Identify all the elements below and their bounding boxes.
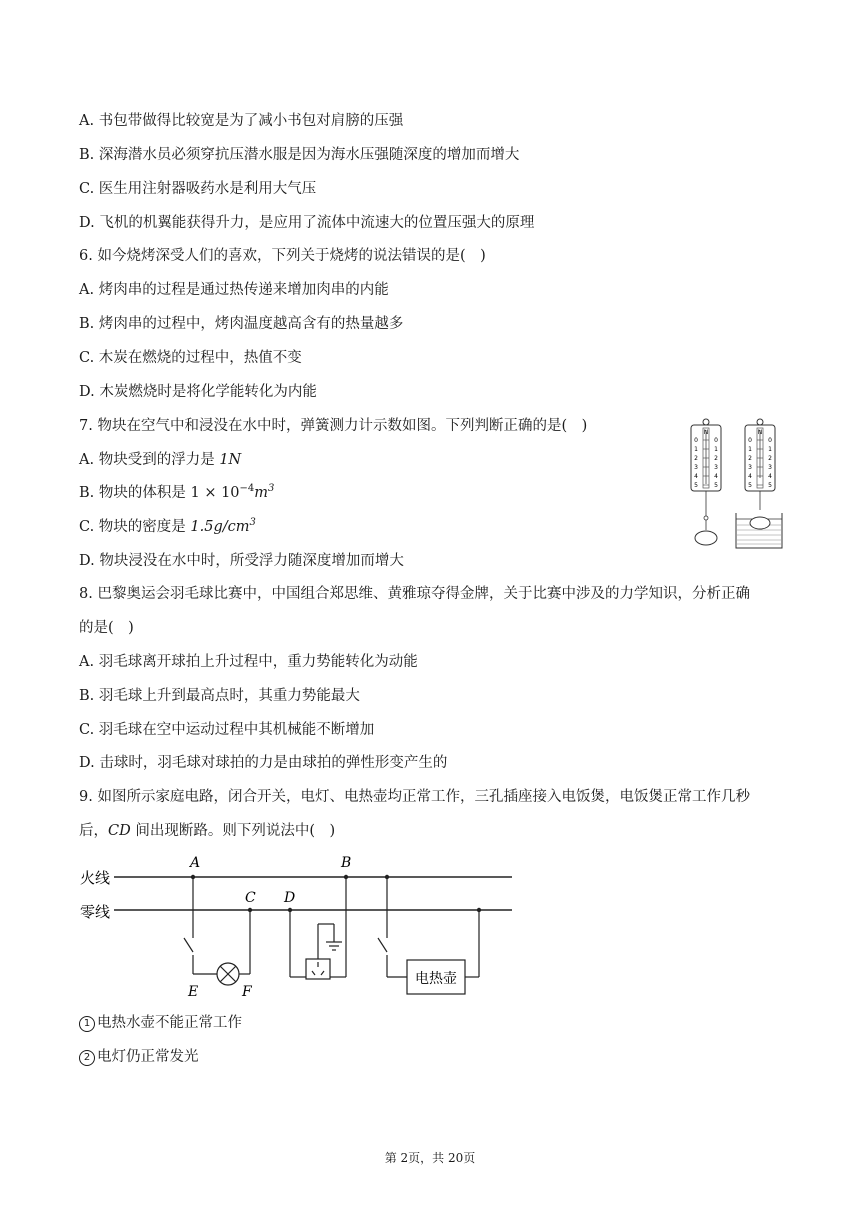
left-spring-scale [691,419,721,545]
circled-number-1: 1 [79,1016,95,1032]
right-scale-unit: N [757,429,763,436]
q7-option-b [79,483,274,505]
q7-b-exp: −4 [239,483,255,494]
q6-option-c: C. 木炭在燃烧的过程中，热值不变 [79,350,302,366]
q8-option-a: A. 羽毛球离开球拍上升过程中，重力势能转化为动能 [79,654,418,670]
household-circuit-diagram [76,852,516,1002]
scale-tick-label: 1 [768,446,772,453]
q8-option-b: B. 羽毛球上升到最高点时，其重力势能最大 [79,688,360,704]
q7-option-d: D. 物块浸没在水中时，所受浮力随深度增加而增大 [79,553,404,569]
q7-option-c [79,517,256,539]
q9-statement-2-text: 电灯仍正常发光 [97,1049,199,1065]
q7-c-exp: 3 [249,517,256,528]
scale-tick-label: 1 [694,446,698,453]
scale-tick-label: 0 [748,437,752,444]
lamp-switch [184,938,193,952]
q6-option-d: D. 木炭燃烧时是将化学能转化为内能 [79,384,317,400]
label-a: A [190,855,201,871]
q8-stem-line2: 的是( ) [79,620,134,636]
scale-tick-label: 3 [694,464,698,471]
neutral-wire-label: 零线 [80,903,111,921]
kettle-switch [378,938,387,952]
q7-a-text: A. 物块受到的浮力是 [79,452,220,468]
scale-tick-label: 3 [748,464,752,471]
q6-option-a: A. 烤肉串的过程是通过热传递来增加肉串的内能 [79,282,389,298]
label-d: D [284,890,296,906]
scale-tick-label: 5 [748,482,752,489]
q9-statement-1-text: 电热水壶不能正常工作 [97,1015,242,1031]
lamp-icon [217,963,239,985]
q5-option-a: A. 书包带做得比较宽是为了减小书包对肩膀的压强 [79,113,404,129]
q7-option-a [79,450,241,470]
circled-number-2: 2 [79,1050,95,1066]
q8-option-c: C. 羽毛球在空中运动过程中其机械能不断增加 [79,722,375,738]
block-in-water [750,517,770,529]
block-in-air [695,531,717,545]
q9-stem-line1: 9. 如图所示家庭电路，闭合开关，电灯、电热壶均正常工作，三孔插座接入电饭煲，电饭煲正常工作几秒 [79,789,750,805]
scale-tick-label: 5 [694,482,698,489]
scale-tick-label: 3 [768,464,772,471]
q9-stem-math: CD [108,823,131,839]
q7-a-math: 1N [219,452,242,468]
q7-b-math: 1 × 10 [190,485,240,501]
spring-scale-figure [684,418,784,552]
left-scale-unit: N [703,429,709,436]
label-b: B [341,855,352,871]
q8-option-d: D. 击球时，羽毛球对球拍的力是由球拍的弹性形变产生的 [79,755,448,771]
right-spring-scale [736,419,782,548]
q9-statement-2 [79,1047,199,1067]
q6-stem: 6. 如今烧烤深受人们的喜欢，下列关于烧烤的说法错误的是( ) [79,248,486,264]
scale-tick-label: 4 [714,473,718,480]
q7-b-text: B. 物块的体积是 [79,485,191,501]
q9-stem-pre: 后， [79,823,108,839]
q9-statement-1 [79,1013,242,1033]
scale-tick-label: 3 [714,464,718,471]
scale-tick-label: 2 [694,455,698,462]
scale-tick-label: 2 [714,455,718,462]
q5-option-b: B. 深海潜水员必须穿抗压潜水服是因为海水压强随深度的增加而增大 [79,147,520,163]
q9-stem-line2 [79,821,335,841]
scale-tick-label: 5 [714,482,718,489]
q7-stem: 7. 物块在空气中和浸没在水中时，弹簧测力计示数如图。下列判断正确的是( ) [79,418,588,434]
q6-option-b: B. 烤肉串的过程中，烤肉温度越高含有的热量越多 [79,316,404,332]
kettle-label: 电热壶 [415,971,457,987]
q7-b-unit-exp: 3 [268,483,275,494]
scale-tick-label: 0 [768,437,772,444]
q7-c-text: C. 物块的密度是 [79,519,191,535]
scale-tick-label: 0 [714,437,718,444]
page-footer: 第 2页，共 20页 [384,1151,476,1165]
live-wire-label: 火线 [80,869,111,887]
label-e: E [188,984,199,1000]
scale-tick-label: 2 [748,455,752,462]
scale-tick-label: 4 [694,473,698,480]
label-c: C [245,890,256,906]
scale-tick-label: 4 [768,473,772,480]
q7-c-math: 1.5g/cm [190,519,250,535]
scale-tick-label: 0 [694,437,698,444]
q5-option-c: C. 医生用注射器吸药水是利用大气压 [79,181,317,197]
q8-stem-line1: 8. 巴黎奥运会羽毛球比赛中，中国组合郑思维、黄雅琼夺得金牌，关于比赛中涉及的力学知识，分析正确 [79,586,750,602]
q5-option-d: D. 飞机的机翼能获得升力，是应用了流体中流速大的位置压强大的原理 [79,215,535,231]
scale-tick-label: 4 [748,473,752,480]
q9-stem-post: 间出现断路。则下列说法中( ) [130,823,336,839]
scale-tick-label: 5 [768,482,772,489]
ground-icon [326,924,342,950]
three-hole-socket-icon [306,959,330,979]
scale-tick-label: 2 [768,455,772,462]
q7-b-unit: m [254,485,269,501]
label-f: F [242,984,252,1000]
scale-tick-label: 1 [714,446,718,453]
scale-tick-label: 1 [748,446,752,453]
